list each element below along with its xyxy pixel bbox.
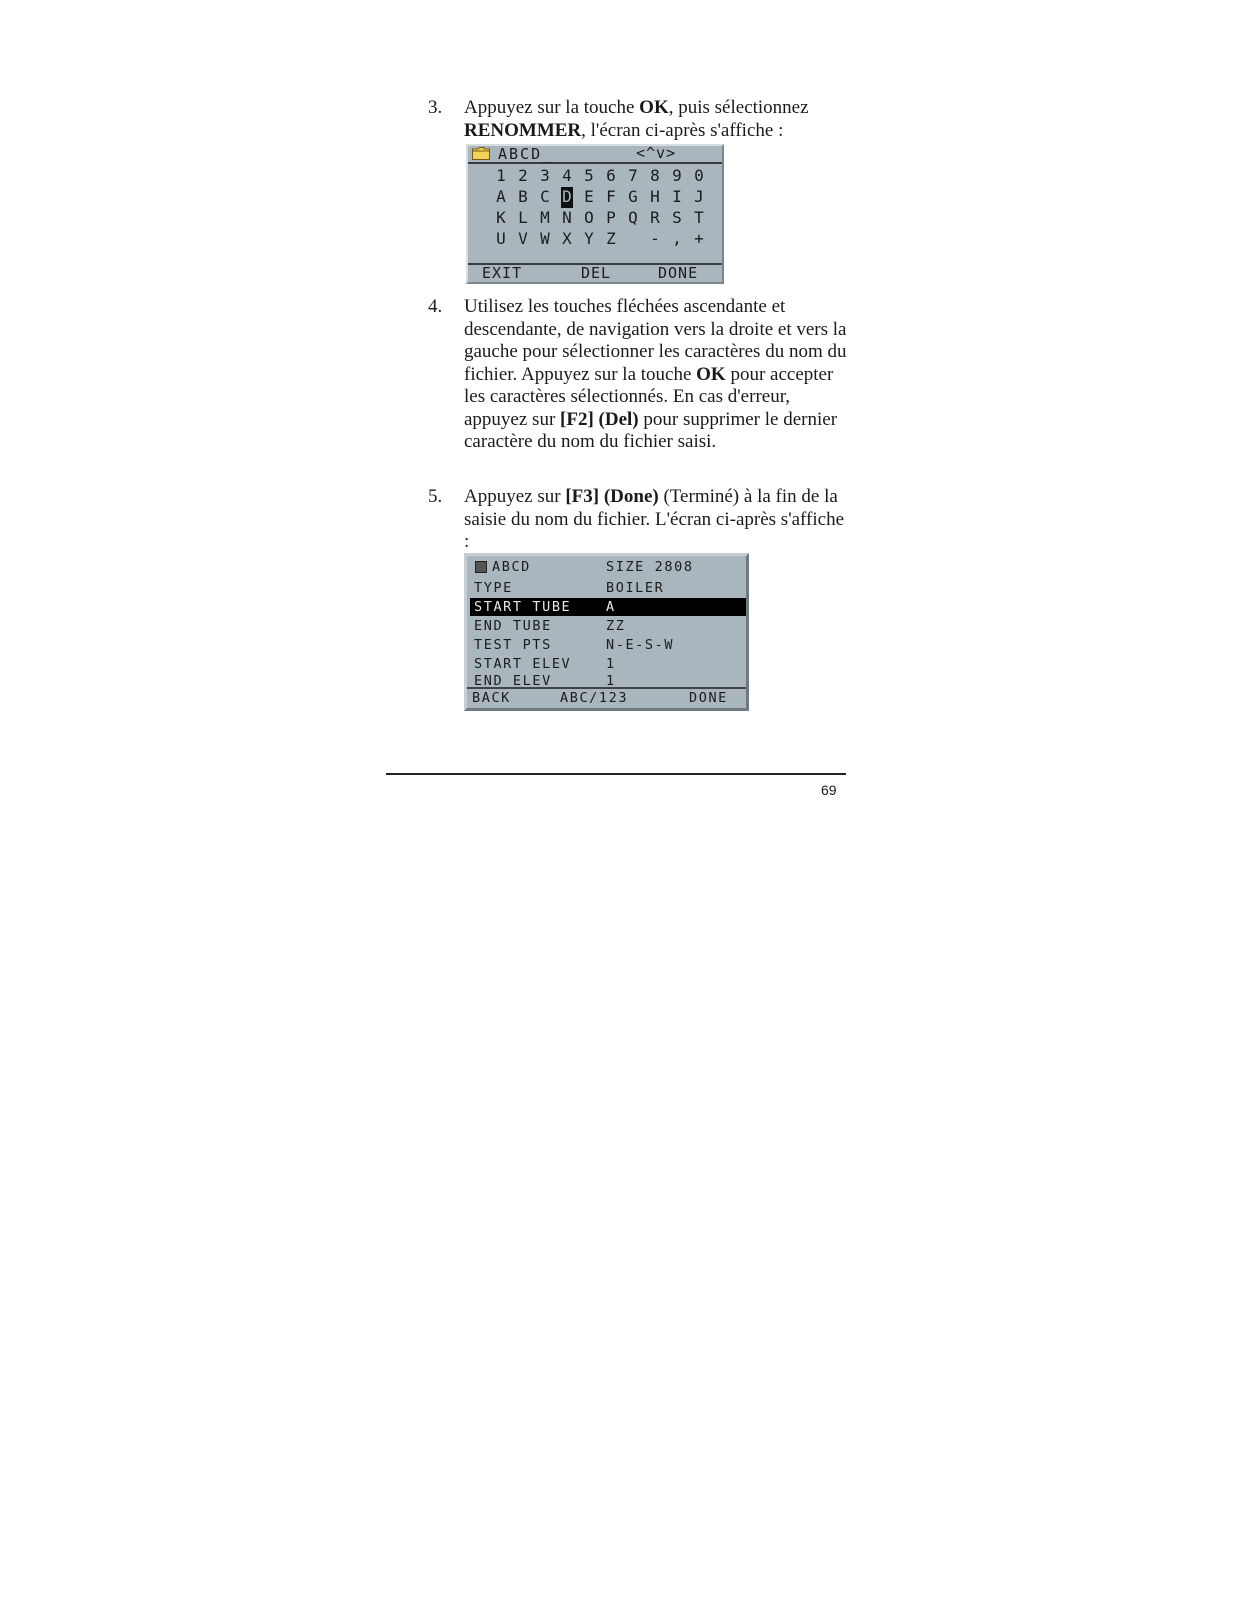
setting-value: A xyxy=(606,599,616,615)
character-key[interactable]: M xyxy=(540,208,550,227)
character-key[interactable]: B xyxy=(518,187,528,206)
character-grid xyxy=(490,166,710,250)
character-key[interactable]: 7 xyxy=(628,166,638,185)
step-number: 3. xyxy=(428,97,443,118)
character-key[interactable]: H xyxy=(650,187,660,206)
folder-icon xyxy=(472,147,490,160)
character-key[interactable]: U xyxy=(496,229,506,248)
character-row xyxy=(490,229,710,250)
character-key[interactable]: J xyxy=(694,187,704,206)
character-key[interactable]: T xyxy=(694,208,704,227)
character-key[interactable]: C xyxy=(540,187,550,206)
footer-rule xyxy=(386,773,846,775)
character-key[interactable]: N xyxy=(562,208,572,227)
character-key[interactable]: I xyxy=(672,187,682,206)
setting-row-type[interactable] xyxy=(470,579,746,597)
setting-label: TEST PTS xyxy=(474,637,552,653)
step-text xyxy=(464,486,848,554)
setting-row-start-tube[interactable] xyxy=(470,598,746,616)
character-key[interactable]: 9 xyxy=(672,166,682,185)
character-key[interactable]: W xyxy=(540,229,550,248)
page-number: 69 xyxy=(821,782,837,798)
character-key[interactable]: 1 xyxy=(496,166,506,185)
character-key[interactable]: K xyxy=(496,208,506,227)
setting-row-start-elev[interactable] xyxy=(470,655,746,673)
text-run: pour accepter les caractères sélectionnés. En cas d'erreur, appuyez sur xyxy=(464,363,834,430)
character-key[interactable]: + xyxy=(694,229,704,248)
character-key[interactable]: V xyxy=(518,229,528,248)
back-softkey[interactable]: BACK xyxy=(472,690,511,706)
setting-value: ZZ xyxy=(606,618,626,634)
character-key[interactable]: - xyxy=(650,229,660,248)
character-key[interactable]: E xyxy=(584,187,594,206)
character-key[interactable]: L xyxy=(518,208,528,227)
character-key[interactable]: P xyxy=(606,208,616,227)
character-key[interactable]: Z xyxy=(606,229,616,248)
abc-123-softkey[interactable]: ABC/123 xyxy=(560,690,629,706)
character-row xyxy=(490,166,710,187)
character-key-selected[interactable]: D xyxy=(562,187,572,206)
character-key[interactable]: Q xyxy=(628,208,638,227)
bold-term: OK xyxy=(696,363,726,385)
setting-value: N-E-S-W xyxy=(606,637,675,653)
text-run: (Terminé) à la fin de la saisie du nom du fichier. L'écran ci-après s'affiche : xyxy=(464,486,845,552)
rename-screen xyxy=(466,144,724,284)
character-key[interactable]: S xyxy=(672,208,682,227)
nav-arrows-indicator: <^v> xyxy=(636,144,677,162)
file-size: SIZE 2808 xyxy=(606,559,694,575)
setting-label: START TUBE xyxy=(474,599,572,615)
bold-term: OK xyxy=(639,97,669,118)
character-key[interactable] xyxy=(622,229,644,250)
step-number: 5. xyxy=(428,486,443,507)
setting-row-test-pts[interactable] xyxy=(470,636,746,654)
character-key[interactable]: 2 xyxy=(518,166,528,185)
text-run: Appuyez sur la touche xyxy=(464,97,640,118)
character-key[interactable]: A xyxy=(496,187,506,206)
character-row xyxy=(490,208,710,229)
character-key[interactable]: 3 xyxy=(540,166,550,185)
character-key[interactable]: X xyxy=(562,229,572,248)
setting-label: END TUBE xyxy=(474,618,552,634)
rename-header xyxy=(468,146,722,164)
softkey-bar xyxy=(468,263,722,282)
setting-value: BOILER xyxy=(606,580,665,596)
character-key[interactable]: F xyxy=(606,187,616,206)
step-text xyxy=(464,296,848,454)
character-key[interactable]: 0 xyxy=(694,166,704,185)
file-setup-screen xyxy=(464,553,749,711)
file-name: ABCD xyxy=(492,559,531,575)
character-key[interactable]: 5 xyxy=(584,166,594,185)
character-key[interactable]: R xyxy=(650,208,660,227)
text-run: Utilisez les touches fléchées ascendante et descendante, de navigation vers la droite et vers la gauche pour sélectionner les caractères du nom du fichier. Appuyez sur la touche xyxy=(464,296,847,385)
text-run: , puis sélectionnez xyxy=(668,97,809,118)
file-header-row xyxy=(470,558,746,576)
text-run: Appuyez sur xyxy=(464,486,566,507)
del-softkey[interactable]: DEL xyxy=(581,264,612,282)
filename-entry: ABCD_ xyxy=(498,145,554,163)
exit-softkey[interactable]: EXIT xyxy=(482,264,523,282)
step-5 xyxy=(428,486,848,554)
step-3 xyxy=(428,97,848,143)
setting-label: TYPE xyxy=(474,580,513,596)
setting-row-end-tube[interactable] xyxy=(470,617,746,635)
step-4 xyxy=(428,296,848,476)
done-softkey[interactable]: DONE xyxy=(658,264,699,282)
text-run: pour supprimer le dernier caractère du nom du fichier saisi. xyxy=(464,408,838,452)
character-row xyxy=(490,187,710,208)
setting-label: START ELEV xyxy=(474,656,572,672)
text-run: , l'écran ci-après s'affiche : xyxy=(581,119,784,141)
setting-value: 1 xyxy=(606,673,616,689)
softkey-bar xyxy=(467,687,746,708)
character-key[interactable]: G xyxy=(628,187,638,206)
step-number: 4. xyxy=(428,296,443,317)
character-key[interactable]: 4 xyxy=(562,166,572,185)
character-key[interactable]: 8 xyxy=(650,166,660,185)
file-square-icon xyxy=(475,561,487,573)
setting-value: 1 xyxy=(606,656,616,672)
bold-term: [F2] (Del) xyxy=(560,408,639,430)
character-key[interactable]: O xyxy=(584,208,594,227)
bold-term: RENOMMER xyxy=(464,119,582,141)
character-key[interactable]: Y xyxy=(584,229,594,248)
done-softkey[interactable]: DONE xyxy=(689,690,728,706)
setting-label: END ELEV xyxy=(474,673,552,689)
bold-term: [F3] (Done) xyxy=(565,486,659,507)
character-key[interactable]: , xyxy=(672,229,682,248)
character-key[interactable]: 6 xyxy=(606,166,616,185)
step-text xyxy=(464,97,848,142)
